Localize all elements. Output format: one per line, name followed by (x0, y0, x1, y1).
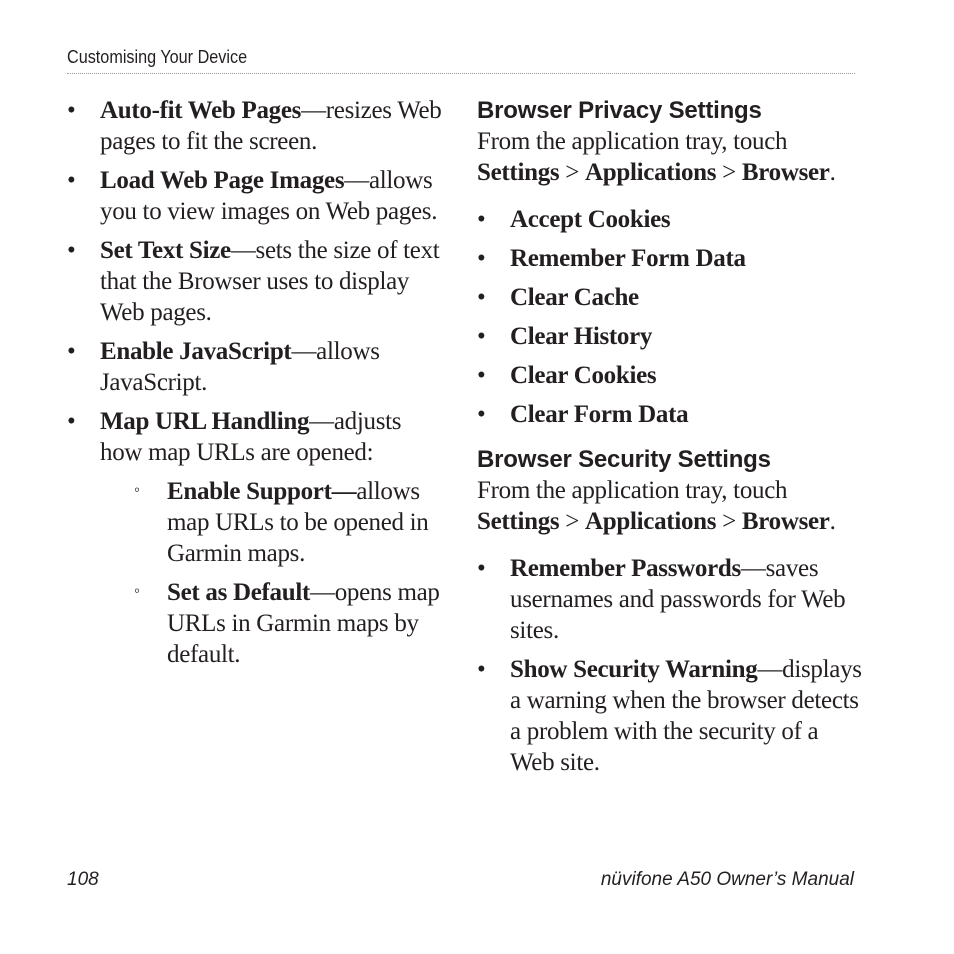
bullet: • (67, 97, 76, 124)
item-term: Remember Passwords (510, 555, 741, 582)
bullet: • (477, 323, 486, 350)
browser-settings-list (67, 95, 447, 670)
item-term: Set as Default (167, 579, 311, 606)
item-desc: —opens map URLs in Garmin maps by default. (167, 579, 440, 668)
sub-item-set-default (134, 577, 447, 670)
bullet: • (477, 206, 486, 233)
privacy-settings-list (477, 204, 867, 430)
item-term: Show Security Warning (510, 656, 758, 683)
privacy-heading: Browser Privacy Settings (477, 97, 762, 124)
item-term: Enable Support— (167, 478, 357, 505)
list-item-clear-form-data (477, 399, 867, 430)
running-header: Customising Your Device (67, 47, 248, 67)
item-desc: —displays a warning when the browser detects a problem with the security of a Web site. (510, 656, 862, 776)
item-term: Clear Cache (510, 284, 639, 311)
bullet: • (67, 237, 76, 264)
path-browser: Browser (741, 159, 830, 186)
bullet: • (477, 284, 486, 311)
list-item-remember-form-data (477, 243, 867, 274)
list-item-clear-history (477, 321, 867, 352)
bullet: • (477, 401, 486, 428)
path-settings: Settings (477, 159, 560, 186)
item-desc: —allows JavaScript. (100, 338, 380, 396)
bullet: • (477, 362, 486, 389)
list-item-clear-cache (477, 282, 867, 313)
list-item-javascript (67, 336, 447, 398)
item-term: Clear History (510, 323, 653, 350)
bullet: • (477, 245, 486, 272)
list-item-text-size (67, 235, 447, 328)
item-term: Remember Form Data (510, 245, 746, 272)
path-period: . (829, 159, 836, 186)
item-desc: —resizes Web pages to fit the screen. (100, 97, 442, 155)
bullet: • (67, 338, 76, 365)
manual-title: nüvifone A50 Owner’s Manual (600, 869, 854, 890)
path-separator: > (559, 508, 586, 535)
item-term: Load Web Page Images (100, 167, 345, 194)
list-item-auto-fit (67, 95, 447, 157)
sub-item-enable-support (134, 476, 447, 569)
item-desc: —saves usernames and passwords for Web sites. (510, 555, 846, 644)
intro-text: From the application tray, touch (477, 477, 788, 504)
bullet: • (67, 167, 76, 194)
item-term: Enable JavaScript (100, 338, 292, 365)
path-period: . (829, 508, 836, 535)
path-separator: > (559, 159, 586, 186)
item-term: Map URL Handling (100, 408, 310, 435)
bullet: • (477, 555, 486, 582)
right-column (477, 95, 867, 786)
item-desc: —adjusts how map URLs are opened: (100, 408, 402, 466)
security-settings-list (477, 553, 867, 778)
path-applications: Applications (585, 159, 717, 186)
list-item-load-images (67, 165, 447, 227)
header-dotted-rule (67, 73, 855, 74)
list-item-remember-passwords (477, 553, 867, 646)
bullet: • (67, 408, 76, 435)
security-intro (477, 475, 867, 537)
list-item-clear-cookies (477, 360, 867, 391)
privacy-intro (477, 126, 867, 188)
list-item-map-url (67, 406, 447, 670)
sub-bullet: ◦ (134, 581, 140, 600)
left-column (67, 95, 447, 678)
item-term: Auto-fit Web Pages (100, 97, 302, 124)
path-browser: Browser (741, 508, 830, 535)
map-url-sub-list (100, 476, 447, 670)
list-item-security-warning (477, 654, 867, 778)
item-term: Accept Cookies (510, 206, 671, 233)
path-settings: Settings (477, 508, 560, 535)
intro-text: From the application tray, touch (477, 128, 788, 155)
item-term: Set Text Size (100, 237, 231, 264)
path-applications: Applications (585, 508, 717, 535)
sub-bullet: ◦ (134, 480, 140, 499)
page-number: 108 (67, 869, 99, 890)
item-desc: —allows you to view images on Web pages. (100, 167, 438, 225)
list-item-accept-cookies (477, 204, 867, 235)
item-desc: —sets the size of text that the Browser uses to display Web pages. (100, 237, 440, 326)
item-term: Clear Cookies (510, 362, 657, 389)
bullet: • (477, 656, 486, 683)
item-term: Clear Form Data (510, 401, 689, 428)
item-desc: allows map URLs to be opened in Garmin maps. (167, 478, 429, 567)
path-separator: > (716, 508, 742, 535)
path-separator: > (716, 159, 742, 186)
security-heading: Browser Security Settings (477, 446, 771, 473)
